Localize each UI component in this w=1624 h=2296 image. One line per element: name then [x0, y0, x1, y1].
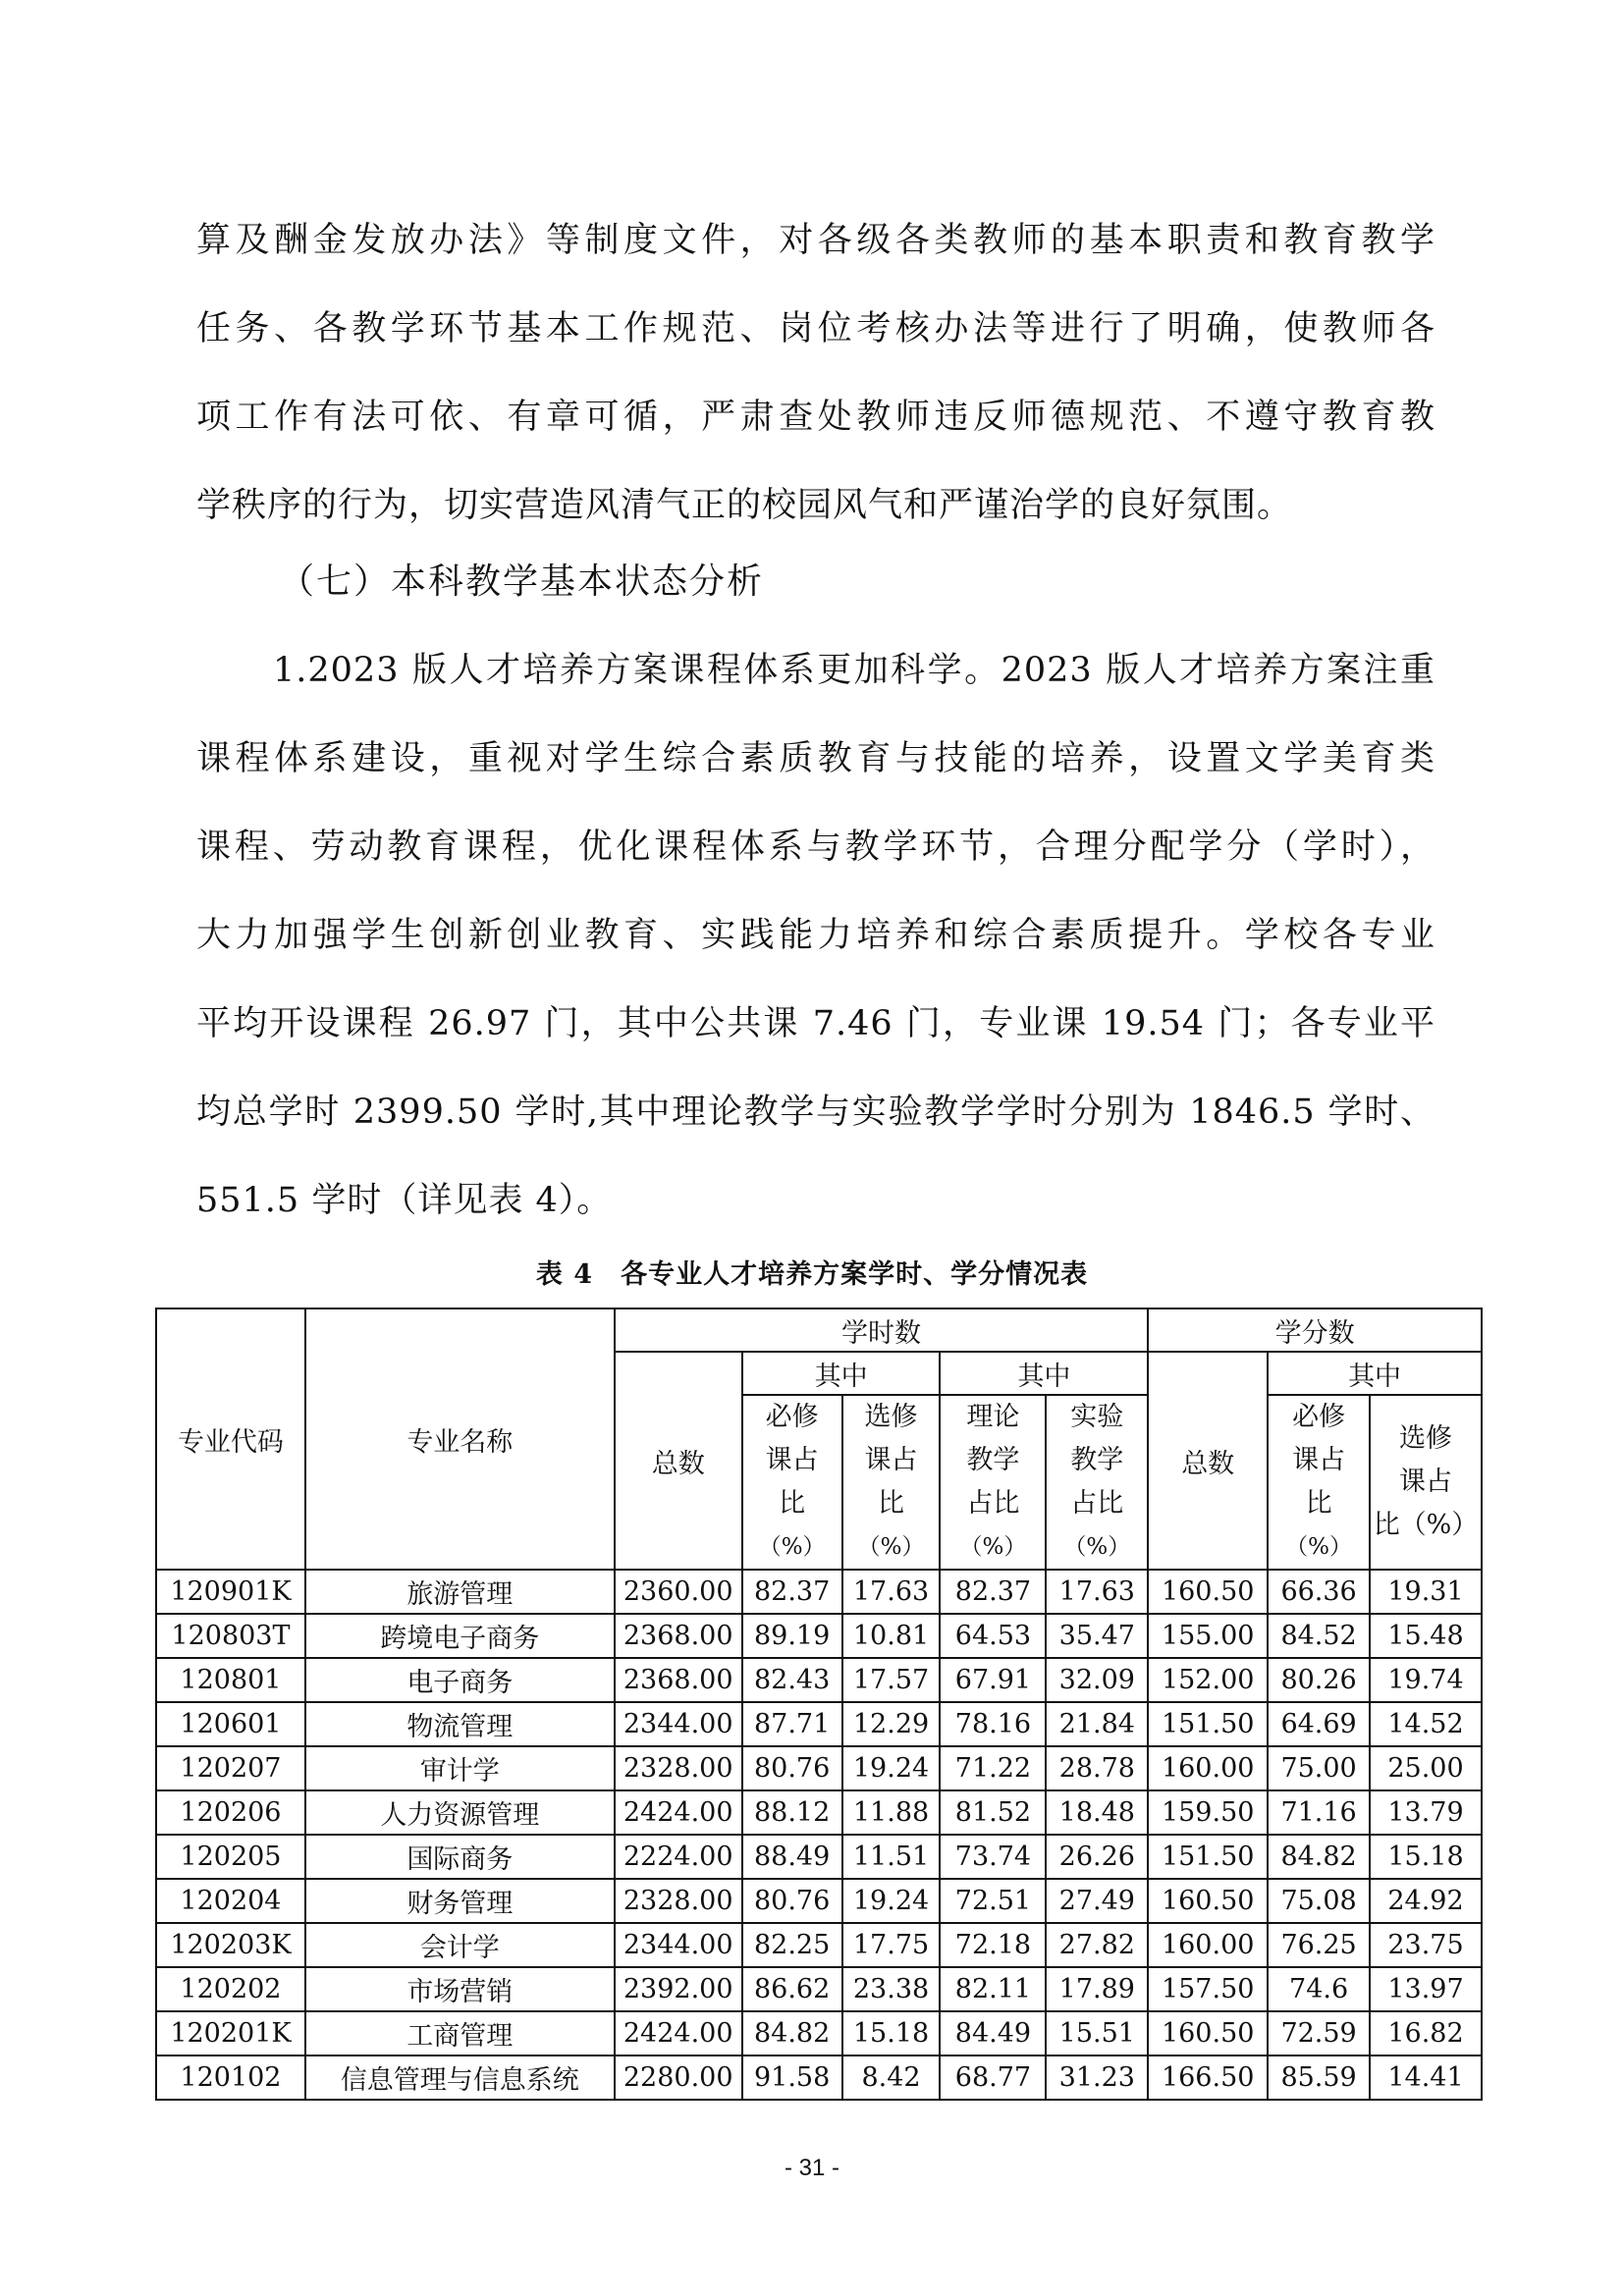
cell-elective-pct: 19.24	[842, 1746, 941, 1790]
header-line: 占比	[1070, 1488, 1124, 1519]
cell-theory-pct: 72.51	[940, 1879, 1046, 1923]
cell-theory-pct: 81.52	[940, 1790, 1046, 1835]
header-line: （%）	[857, 1534, 925, 1560]
cell-required-pct: 88.49	[742, 1835, 842, 1879]
cell-credit-elective-pct: 19.31	[1370, 1570, 1482, 1614]
header-line: （%）	[1285, 1534, 1353, 1560]
header-among: 其中	[742, 1352, 941, 1395]
header-line: 实验	[1070, 1402, 1124, 1432]
cell-credit-required-pct: 75.00	[1268, 1746, 1370, 1790]
header-line: 课占	[1292, 1445, 1346, 1475]
paragraph-line: 551.5 学时（详见表 4）。	[196, 1181, 613, 1220]
cell-lab-pct: 27.49	[1046, 1879, 1148, 1923]
table-row	[156, 1658, 1482, 1702]
cell-name: 跨境电子商务	[305, 1614, 615, 1658]
cell-credits-total: 160.50	[1148, 2011, 1268, 2056]
cell-name: 会计学	[305, 1923, 615, 1967]
cell-hours-total: 2328.00	[615, 1879, 742, 1923]
cell-credit-required-pct: 66.36	[1268, 1570, 1370, 1614]
header-line: 占比	[966, 1488, 1020, 1519]
cell-elective-pct: 11.51	[842, 1835, 941, 1879]
cell-lab-pct: 26.26	[1046, 1835, 1148, 1879]
header-line: 课占	[864, 1445, 918, 1475]
paragraph-line: 平均开设课程 26.97 门，其中公共课 7.46 门，专业课 19.54 门；各专业平	[196, 1004, 1435, 1043]
cell-code: 120207	[156, 1746, 305, 1790]
header-line: 教学	[1070, 1445, 1124, 1475]
cell-code: 120801	[156, 1658, 305, 1702]
cell-theory-pct: 73.74	[940, 1835, 1046, 1879]
table-row	[156, 1570, 1482, 1614]
cell-lab-pct: 18.48	[1046, 1790, 1148, 1835]
cell-name: 财务管理	[305, 1879, 615, 1923]
paragraph-line: 1.2023 版人才培养方案课程体系更加科学。2023 版人才培养方案注重	[273, 651, 1435, 690]
cell-credits-total: 151.50	[1148, 1835, 1268, 1879]
header-credits-group: 学分数	[1148, 1308, 1482, 1352]
cell-required-pct: 86.62	[742, 1967, 842, 2011]
cell-elective-pct: 8.42	[842, 2056, 941, 2100]
cell-credits-total: 160.00	[1148, 1923, 1268, 1967]
table-row	[156, 1702, 1482, 1746]
paragraph-curriculum	[196, 626, 1435, 1245]
cell-credits-total: 155.00	[1148, 1614, 1268, 1658]
header-line: （%）	[959, 1534, 1027, 1560]
cell-lab-pct: 35.47	[1046, 1614, 1148, 1658]
cell-code: 120601	[156, 1702, 305, 1746]
cell-credits-total: 159.50	[1148, 1790, 1268, 1835]
cell-code: 120901K	[156, 1570, 305, 1614]
cell-lab-pct: 17.63	[1046, 1570, 1148, 1614]
cell-lab-pct: 15.51	[1046, 2011, 1148, 2056]
cell-credit-required-pct: 64.69	[1268, 1702, 1370, 1746]
cell-credit-elective-pct: 25.00	[1370, 1746, 1482, 1790]
cell-hours-total: 2424.00	[615, 1790, 742, 1835]
cell-hours-total: 2368.00	[615, 1614, 742, 1658]
cell-hours-total: 2424.00	[615, 2011, 742, 2056]
cell-code: 120204	[156, 1879, 305, 1923]
cell-credit-elective-pct: 24.92	[1370, 1879, 1482, 1923]
cell-hours-total: 2280.00	[615, 2056, 742, 2100]
header-credits-total: 总数	[1148, 1352, 1268, 1570]
cell-credit-required-pct: 85.59	[1268, 2056, 1370, 2100]
cell-required-pct: 80.76	[742, 1746, 842, 1790]
cell-hours-total: 2344.00	[615, 1923, 742, 1967]
cell-credit-elective-pct: 19.74	[1370, 1658, 1482, 1702]
page-number: - 31 -	[784, 2155, 839, 2181]
cell-elective-pct: 19.24	[842, 1879, 941, 1923]
table-row	[156, 1923, 1482, 1967]
cell-credits-total: 157.50	[1148, 1967, 1268, 2011]
cell-credit-required-pct: 84.52	[1268, 1614, 1370, 1658]
header-line: （%）	[1063, 1534, 1131, 1560]
header-among: 其中	[1268, 1352, 1482, 1395]
paragraph-line: 学秩序的行为，切实营造风清气正的校园风气和严谨治学的良好氛围。	[196, 486, 1293, 525]
cell-credit-required-pct: 80.26	[1268, 1658, 1370, 1702]
table-row	[156, 1835, 1482, 1879]
table-caption: 表 4 各专业人才培养方案学时、学分情况表	[535, 1259, 1089, 1290]
table-row	[156, 1790, 1482, 1835]
header-credit-elective-pct	[1370, 1395, 1482, 1570]
header-line: 必修	[765, 1402, 819, 1432]
header-line: 比	[878, 1488, 905, 1519]
cell-elective-pct: 11.88	[842, 1790, 941, 1835]
cell-lab-pct: 21.84	[1046, 1702, 1148, 1746]
cell-theory-pct: 84.49	[940, 2011, 1046, 2056]
cell-name: 市场营销	[305, 1967, 615, 2011]
cell-hours-total: 2368.00	[615, 1658, 742, 1702]
table-row	[156, 2056, 1482, 2100]
cell-credits-total: 160.50	[1148, 1879, 1268, 1923]
cell-credit-elective-pct: 15.48	[1370, 1614, 1482, 1658]
cell-code: 120201K	[156, 2011, 305, 2056]
table-row	[156, 1614, 1482, 1658]
cell-credit-elective-pct: 13.79	[1370, 1790, 1482, 1835]
cell-code: 120206	[156, 1790, 305, 1835]
header-line: 课占	[765, 1445, 819, 1475]
table-row	[156, 2011, 1482, 2056]
header-lab-pct	[1046, 1395, 1148, 1570]
cell-elective-pct: 12.29	[842, 1702, 941, 1746]
paragraph-line: 项工作有法可依、有章可循，严肃查处教师违反师德规范、不遵守教育教	[196, 398, 1435, 437]
cell-name: 国际商务	[305, 1835, 615, 1879]
cell-theory-pct: 72.18	[940, 1923, 1046, 1967]
header-code: 专业代码	[156, 1308, 305, 1570]
header-elective-pct	[842, 1395, 941, 1570]
header-name: 专业名称	[305, 1308, 615, 1570]
cell-name: 物流管理	[305, 1702, 615, 1746]
cell-credit-required-pct: 75.08	[1268, 1879, 1370, 1923]
header-line: 课占	[1399, 1467, 1453, 1497]
cell-theory-pct: 82.37	[940, 1570, 1046, 1614]
cell-required-pct: 82.37	[742, 1570, 842, 1614]
table-row	[156, 1746, 1482, 1790]
cell-code: 120203K	[156, 1923, 305, 1967]
cell-credit-elective-pct: 15.18	[1370, 1835, 1482, 1879]
cell-name: 人力资源管理	[305, 1790, 615, 1835]
cell-required-pct: 80.76	[742, 1879, 842, 1923]
header-required-pct	[742, 1395, 842, 1570]
paragraph-line: 均总学时 2399.50 学时,其中理论教学与实验教学学时分别为 1846.5 学时、	[196, 1093, 1435, 1132]
cell-credits-total: 152.00	[1148, 1658, 1268, 1702]
section-heading: （七）本科教学基本状态分析	[279, 561, 765, 602]
cell-elective-pct: 23.38	[842, 1967, 941, 2011]
cell-required-pct: 82.43	[742, 1658, 842, 1702]
cell-credit-elective-pct: 14.41	[1370, 2056, 1482, 2100]
cell-credits-total: 151.50	[1148, 1702, 1268, 1746]
cell-credits-total: 160.50	[1148, 1570, 1268, 1614]
cell-credits-total: 160.00	[1148, 1746, 1268, 1790]
header-line: 理论	[966, 1402, 1020, 1432]
cell-credit-required-pct: 74.6	[1268, 1967, 1370, 2011]
paragraph-line: 大力加强学生创新创业教育、实践能力培养和综合素质提升。学校各专业	[196, 916, 1435, 955]
table-row	[156, 1967, 1482, 2011]
cell-hours-total: 2344.00	[615, 1702, 742, 1746]
header-line: 必修	[1292, 1402, 1346, 1432]
cell-required-pct: 84.82	[742, 2011, 842, 2056]
cell-required-pct: 89.19	[742, 1614, 842, 1658]
header-line: 比（%）	[1373, 1510, 1479, 1540]
paragraph-line: 课程体系建设，重视对学生综合素质教育与技能的培养，设置文学美育类	[196, 739, 1435, 778]
cell-hours-total: 2224.00	[615, 1835, 742, 1879]
header-hours-group: 学时数	[615, 1308, 1149, 1352]
paragraph-line: 算及酬金发放办法》等制度文件，对各级各类教师的基本职责和教育教学	[196, 221, 1435, 260]
cell-required-pct: 88.12	[742, 1790, 842, 1835]
cell-lab-pct: 31.23	[1046, 2056, 1148, 2100]
table-body	[156, 1570, 1482, 2100]
cell-required-pct: 82.25	[742, 1923, 842, 1967]
cell-hours-total: 2328.00	[615, 1746, 742, 1790]
cell-elective-pct: 17.57	[842, 1658, 941, 1702]
paragraph-line: 课程、劳动教育课程，优化课程体系与教学环节，合理分配学分（学时），	[196, 828, 1435, 867]
header-line: 选修	[1399, 1423, 1453, 1454]
cell-credits-total: 166.50	[1148, 2056, 1268, 2100]
cell-credit-required-pct: 72.59	[1268, 2011, 1370, 2056]
cell-lab-pct: 27.82	[1046, 1923, 1148, 1967]
cell-elective-pct: 17.63	[842, 1570, 941, 1614]
cell-theory-pct: 64.53	[940, 1614, 1046, 1658]
cell-code: 120803T	[156, 1614, 305, 1658]
cell-lab-pct: 32.09	[1046, 1658, 1148, 1702]
cell-credit-elective-pct: 16.82	[1370, 2011, 1482, 2056]
cell-theory-pct: 67.91	[940, 1658, 1046, 1702]
paragraph-line: 任务、各教学环节基本工作规范、岗位考核办法等进行了明确，使教师各	[196, 309, 1435, 348]
header-line: 选修	[864, 1402, 918, 1432]
cell-code: 120202	[156, 1967, 305, 2011]
header-line: 比	[779, 1488, 806, 1519]
cell-required-pct: 87.71	[742, 1702, 842, 1746]
table-row	[156, 1879, 1482, 1923]
cell-elective-pct: 10.81	[842, 1614, 941, 1658]
cell-name: 信息管理与信息系统	[305, 2056, 615, 2100]
cell-name: 审计学	[305, 1746, 615, 1790]
cell-credit-elective-pct: 14.52	[1370, 1702, 1482, 1746]
cell-required-pct: 91.58	[742, 2056, 842, 2100]
cell-credit-elective-pct: 23.75	[1370, 1923, 1482, 1967]
cell-elective-pct: 17.75	[842, 1923, 941, 1967]
cell-lab-pct: 28.78	[1046, 1746, 1148, 1790]
cell-hours-total: 2360.00	[615, 1570, 742, 1614]
hours-credits-table	[155, 1308, 1483, 2101]
cell-credit-required-pct: 84.82	[1268, 1835, 1370, 1879]
paragraph-continued	[196, 196, 1435, 550]
cell-code: 120205	[156, 1835, 305, 1879]
cell-code: 120102	[156, 2056, 305, 2100]
header-credit-required-pct	[1268, 1395, 1370, 1570]
cell-name: 旅游管理	[305, 1570, 615, 1614]
cell-theory-pct: 78.16	[940, 1702, 1046, 1746]
cell-hours-total: 2392.00	[615, 1967, 742, 2011]
header-line: 比	[1305, 1488, 1332, 1519]
header-theory-pct	[940, 1395, 1046, 1570]
cell-lab-pct: 17.89	[1046, 1967, 1148, 2011]
header-line: 教学	[966, 1445, 1020, 1475]
cell-theory-pct: 71.22	[940, 1746, 1046, 1790]
cell-name: 工商管理	[305, 2011, 615, 2056]
cell-theory-pct: 68.77	[940, 2056, 1046, 2100]
header-line: （%）	[758, 1534, 826, 1560]
cell-theory-pct: 82.11	[940, 1967, 1046, 2011]
header-among: 其中	[940, 1352, 1148, 1395]
cell-credit-required-pct: 76.25	[1268, 1923, 1370, 1967]
cell-name: 电子商务	[305, 1658, 615, 1702]
cell-credit-elective-pct: 13.97	[1370, 1967, 1482, 2011]
cell-elective-pct: 15.18	[842, 2011, 941, 2056]
cell-credit-required-pct: 71.16	[1268, 1790, 1370, 1835]
header-hours-total: 总数	[615, 1352, 742, 1570]
